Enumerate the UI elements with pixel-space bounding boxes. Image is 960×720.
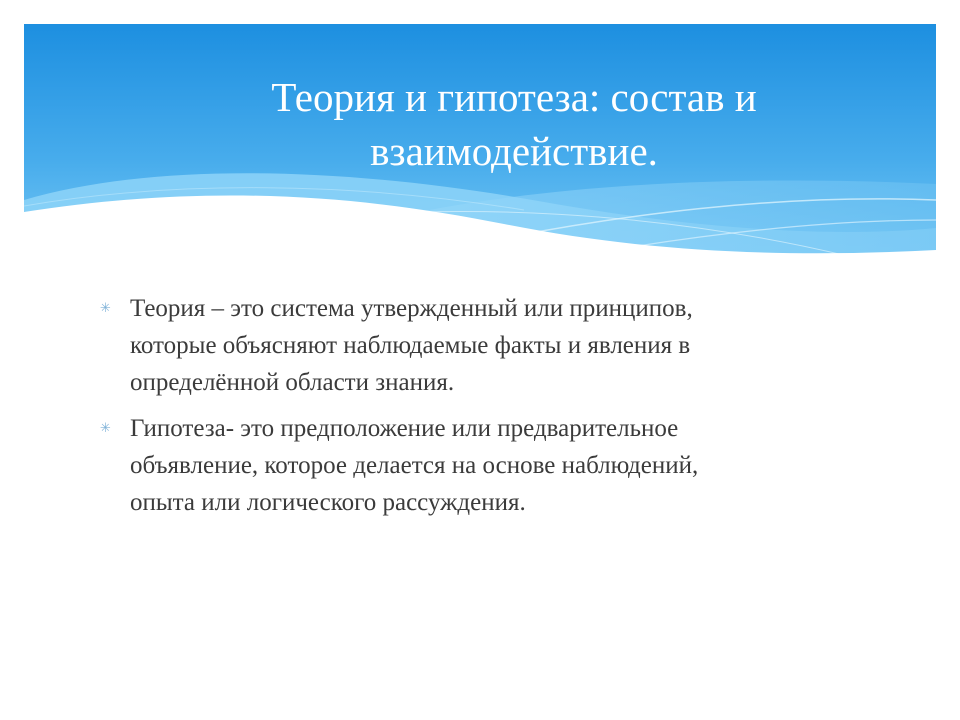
bullet-line: которые объясняют наблюдаемые факты и явления в bbox=[130, 332, 691, 359]
bullet-line: Теория – это система утвержденный или принципов, bbox=[130, 295, 693, 322]
slide-title bbox=[184, 70, 844, 178]
bullet-line: опыта или логического рассуждения. bbox=[130, 489, 526, 516]
bullet-item-theory bbox=[96, 290, 876, 401]
header-banner bbox=[24, 24, 936, 270]
bullet-text bbox=[130, 290, 693, 401]
title-line-2: взаимодействие. bbox=[370, 128, 658, 174]
bullet-item-hypothesis bbox=[96, 410, 876, 521]
asterisk-icon: ✳ bbox=[100, 301, 111, 316]
bullet-text bbox=[130, 410, 698, 521]
bullet-line: объявление, которое делается на основе наблюдений, bbox=[130, 452, 699, 479]
bullet-line: Гипотеза- это предположение или предварительное bbox=[130, 415, 679, 442]
title-line-1: Теория и гипотеза: состав и bbox=[271, 74, 757, 120]
bullet-list bbox=[96, 290, 876, 530]
bullet-line: определённой области знания. bbox=[130, 369, 455, 396]
asterisk-icon: ✳ bbox=[100, 421, 111, 436]
